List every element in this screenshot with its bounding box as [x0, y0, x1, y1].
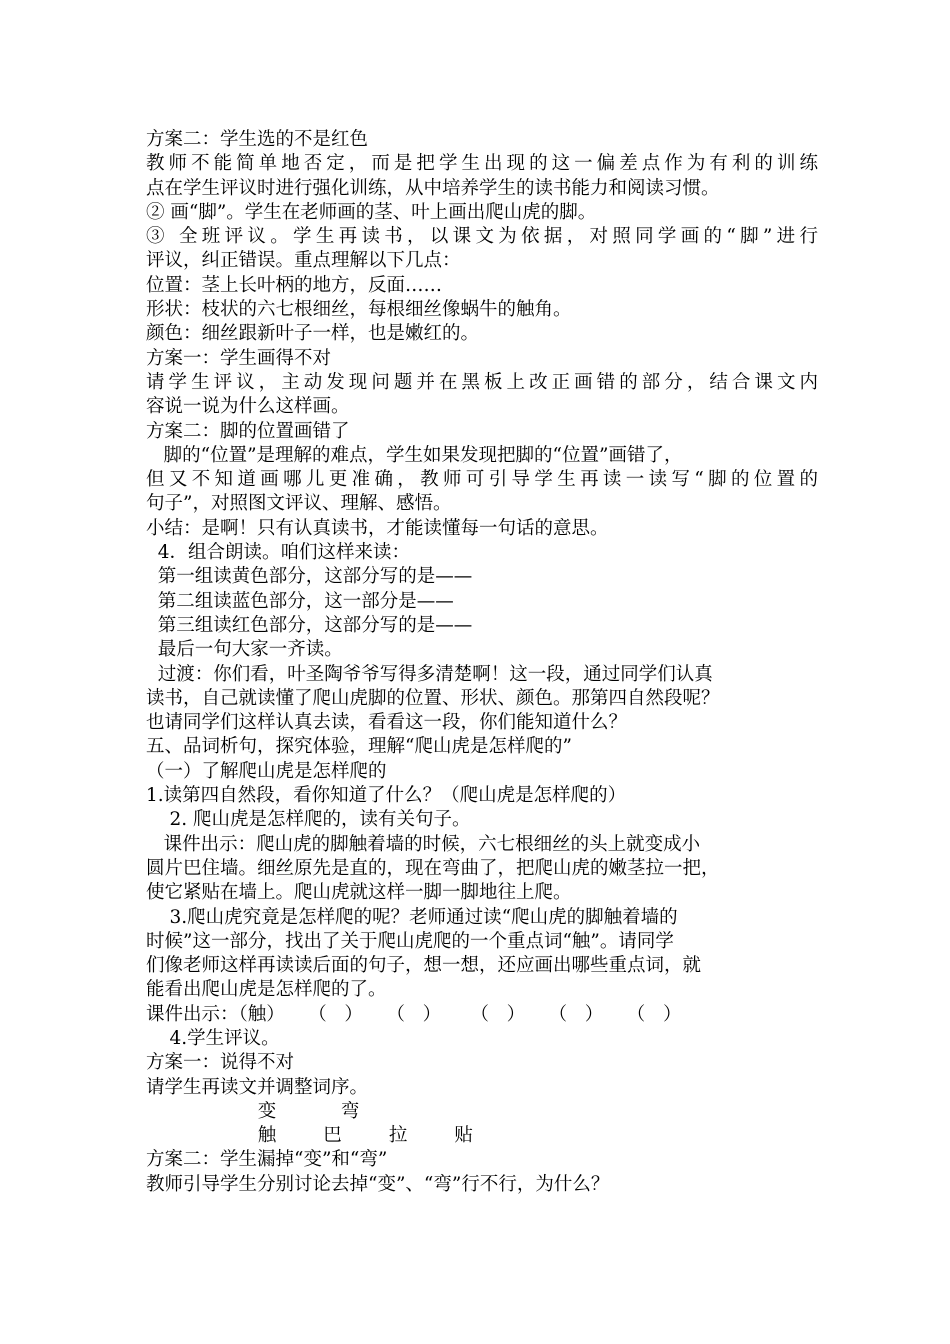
heading-plan-2: 方案二：脚的位置画错了 — [146, 420, 350, 442]
heading-plan-1: 方案一：说得不对 — [146, 1052, 295, 1074]
step-draw-feet: ② 画“脚”。学生在老师画的茎、叶上画出爬山虎的脚。 — [146, 201, 597, 223]
paragraph-line: 时候”这一部分，找出了关于爬山虎爬的一个重点词“触”。请同学 — [146, 930, 674, 952]
heading-plan-2: 方案二：学生选的不是红色 — [146, 129, 369, 150]
heading-plan-1: 方案一：学生画得不对 — [146, 347, 332, 369]
group-2-line: 第二组读蓝色部分，这一部分是—— — [146, 590, 454, 612]
word-order-row-1: 变 弯 — [146, 1100, 360, 1122]
paragraph-line: 教师不能简单地否定，而是把学生出现的这一偏差点作为有利的训练 — [146, 153, 818, 175]
paragraph-line: 读书，自己就读懂了爬山虎脚的位置、形状、颜色。那第四自然段呢？ — [146, 687, 720, 709]
paragraph-line: 使它紧贴在墙上。爬山虎就这样一脚一脚地往上爬。 — [146, 882, 572, 904]
point-position: 位置：茎上长叶柄的地方，反面…… — [146, 274, 443, 296]
step-1-line: 1.读第四自然段，看你知道了什么？（爬山虎是怎样爬的） — [146, 785, 627, 807]
paragraph-line: 也请同学们这样认真去读，看看这一段，你们能知道什么？ — [146, 712, 628, 734]
summary-line: 小结：是啊！只有认真读书，才能读懂每一句话的意思。 — [146, 517, 609, 539]
subsection-heading: （一）了解爬山虎是怎样爬的 — [146, 760, 387, 782]
paragraph-line: 能看出爬山虎是怎样爬的了。 — [146, 979, 387, 1001]
paragraph-line: 容说一说为什么这样画。 — [146, 396, 350, 418]
paragraph-line: 请学生再读文并调整词序。 — [146, 1076, 369, 1098]
word-order-row-2: 触 巴 拉 贴 — [146, 1125, 473, 1147]
point-shape: 形状：枝状的六七根细丝，每根细丝像蜗牛的触角。 — [146, 299, 572, 321]
paragraph-line: 圆片巴住墙。细丝原先是直的，现在弯曲了，把爬山虎的嫩茎拉一把， — [146, 857, 720, 879]
step-class-review: ③ 全班评议。学生再读书，以课文为依据，对照同学画的“脚”进行 — [146, 226, 818, 248]
step-3-line: 3.爬山虎究竟是怎样爬的呢？老师通过读“爬山虎的脚触着墙的 — [146, 906, 678, 928]
courseware-line: 课件出示：爬山虎的脚触着墙的时候，六七根细丝的头上就变成小 — [146, 833, 701, 855]
paragraph-line: 点在学生评议时进行强化训练，从中培养学生的读书能力和阅读习惯。 — [146, 177, 720, 199]
courseware-blanks-line: 课件出示：（触） （ ） （ ） （ ） （ ） （ ） — [146, 1003, 682, 1025]
transition-line: 过渡：你们看，叶圣陶爷爷写得多清楚啊！这一段，通过同学们认真 — [146, 663, 713, 685]
step-group-reading: 4．组合朗读。咱们这样来读： — [146, 542, 411, 564]
paragraph-line: 但又不知道画哪儿更准确，教师可引导学生再读一读写“脚的位置的 — [146, 469, 818, 491]
step-4-line: 4.学生评议。 — [146, 1027, 280, 1049]
paragraph-line: 们像老师这样再读读后面的句子，想一想，还应画出哪些重点词，就 — [146, 955, 702, 977]
section-heading-5: 五、品词析句，探究体验，理解“爬山虎是怎样爬的” — [146, 736, 572, 758]
final-sentence-line: 最后一句大家一齐读。 — [146, 639, 343, 661]
point-color: 颜色：细丝跟新叶子一样，也是嫩红的。 — [146, 323, 480, 345]
paragraph-line: 请学生评议，主动发现问题并在黑板上改正画错的部分，结合课文内 — [146, 371, 818, 393]
step-2-line: 2. 爬山虎是怎样爬的，读有关句子。 — [146, 809, 471, 831]
document-body — [146, 128, 818, 1197]
paragraph-line: 句子”，对照图文评议、理解、感悟。 — [146, 493, 452, 515]
paragraph-line: 评议，纠正错误。重点理解以下几点： — [146, 250, 461, 272]
group-1-line: 第一组读黄色部分，这部分写的是—— — [146, 566, 473, 588]
paragraph-line: 教师引导学生分别讨论去掉“变”、“弯”行不行，为什么？ — [146, 1173, 610, 1195]
group-3-line: 第三组读红色部分，这部分写的是—— — [146, 614, 473, 636]
heading-plan-2: 方案二：学生漏掉“变”和“弯” — [146, 1149, 388, 1171]
paragraph-line: 脚的“位置”是理解的难点，学生如果发现把脚的“位置”画错了， — [146, 444, 683, 466]
